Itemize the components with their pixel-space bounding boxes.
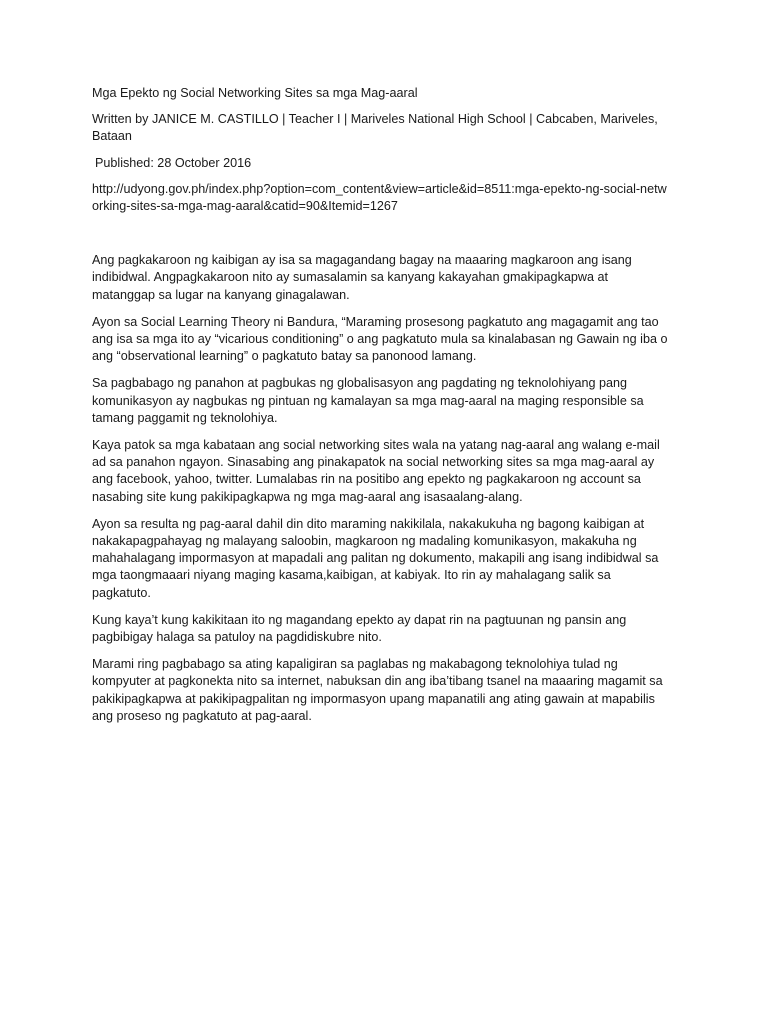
- document-byline: Written by JANICE M. CASTILLO | Teacher I | Mariveles National High School | Cabcaben, Mariveles, Bataan: [92, 112, 658, 144]
- paragraph-3: Sa pagbabago ng panahon at pagbukas ng globalisasyon ang pagdating ng teknolohiyang pang komunikasyon ay nagbukas ng pintuan ng kamalayan sa mga mag-aaral na maging responsible sa tamang paggamit ng teknolohiya.: [92, 376, 644, 425]
- document-title: Mga Epekto ng Social Networking Sites sa mga Mag-aaral: [92, 86, 418, 100]
- document-page: [92, 85, 672, 735]
- source-url: http://udyong.gov.ph/index.php?option=com_content&view=article&id=8511:mga-epekto-ng-social-networking-sites-sa-mga-mag-aaral&catid=90&Itemid=1267: [92, 181, 667, 214]
- paragraph-4: Kaya patok sa mga kabataan ang social networking sites wala na yatang nag-aaral ang walang e-mail ad sa panahon ngayon. Sinasabing ang pinakapatok na social networking sites sa mga mag-aaral ay ang facebook, yahoo, twitter. Lumalabas rin na positibo ang epekto ng pagkakaroon ng account sa nasabing site kung pakikipagkapwa ng mga mag-aaral ang isasaalang-alang.: [92, 438, 660, 504]
- paragraph-2: Ayon sa Social Learning Theory ni Bandura, “Maraming prosesong pagkatuto ang magagamit ang tao ang isa sa mga ito ay “vicarious conditioning” o ang pagkatuto mula sa kinalabasan ng Gawain ng iba o ang “observational learning” o pagkatuto batay sa panonood lamang.: [92, 314, 668, 364]
- article-body: [92, 252, 672, 725]
- paragraph-1: Ang pagkakaroon ng kaibigan ay isa sa magagandang bagay na maaaring magkaroon ang isang indibidwal. Angpagkakaroon nito ay sumasalamin sa kanyang kakayahan gmakipagkapwa at matanggap sa lugar na kanyang ginagalawan.: [92, 253, 632, 302]
- paragraph-7: Marami ring pagbabago sa ating kapaligiran sa paglabas ng makabagong teknolohiya tulad ng kompyuter at pagkonekta nito sa internet, nabuksan din ang iba’tibang tsanel na maaaring magamit sa pakikipagkapwa at pakikipagpalitan ng impormasyon upang mapanatili ang ating gawain at mapabilis ang proseso ng pagkatuto at pag-aaral.: [92, 657, 663, 723]
- paragraph-6: Kung kaya’t kung kakikitaan ito ng magandang epekto ay dapat rin na pagtuunan ng pansin ang pagbibigay halaga sa patuloy na pagdidiskubre nito.: [92, 612, 627, 645]
- paragraph-5: Ayon sa resulta ng pag-aaral dahil din dito maraming nakikilala, nakakukuha ng bagong kaibigan at nakakapagpahayag ng malayang saloobin, magkaroon ng madaling komunikasyon, makakuha ng mahahalagang impormasyon at mapadali ang palitan ng dokumento, makapili ang isang indibidwal sa mga taongmaaari niyang maging kasama,kaibigan, at kabiyak. Ito rin ay mahalagang salik sa pagkatuto.: [92, 516, 659, 600]
- published-date: Published: 28 October 2016: [95, 155, 252, 170]
